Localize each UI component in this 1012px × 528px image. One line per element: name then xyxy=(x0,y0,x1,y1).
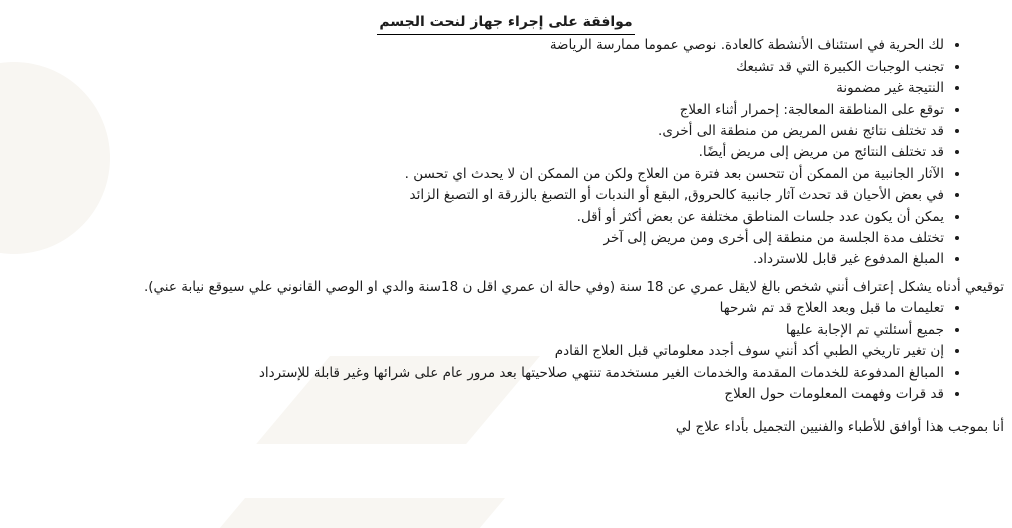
list-item: • تعليمات ما قبل وبعد العلاج قد تم شرحها xyxy=(8,298,944,319)
list-item: • توقع على المناطقة المعالجة: إحمرار أثناء العلاج xyxy=(8,100,944,121)
list-item: • يمكن أن يكون عدد جلسات المناطق مختلفة عن بعض أكثر أو أقل. xyxy=(8,207,944,228)
list-item: • المبلغ المدفوع غير قابل للاسترداد. xyxy=(8,249,944,270)
list-item: • تختلف مدة الجلسة من منطقة إلى أخرى ومن مريض إلى آخر xyxy=(8,228,944,249)
list-item: • لك الحرية في استئناف الأنشطة كالعادة. نوصي عموما ممارسة الرياضة xyxy=(8,35,944,56)
list-item: • النتيجة غير مضمونة xyxy=(8,78,944,99)
list-item: • قد تختلف النتائج من مريض إلى مريض أيضًا. xyxy=(8,142,944,163)
list-item: • تجنب الوجبات الكبيرة التي قد تشبعك xyxy=(8,57,944,78)
watermark-bottom-band xyxy=(220,498,505,528)
title-row xyxy=(8,12,1004,35)
list-item: • إن تغير تاريخي الطبي أكد أنني سوف أجدد معلوماتي قبل العلاج القادم xyxy=(8,341,944,362)
list-item: • قد تختلف نتائج نفس المريض من منطقة الى أخرى. xyxy=(8,121,944,142)
treatment-notes-list xyxy=(8,35,1004,270)
list-item: • المبالغ المدفوعة للخدمات المقدمة والخدمات الغير مستخدمة تنتهي صلاحيتها بعد مرور عام على شرائها وغير قابلة للإسترداد xyxy=(8,363,944,384)
acknowledgement-list xyxy=(8,298,1004,405)
list-item: • الآثار الجانبية من الممكن أن تتحسن بعد فترة من العلاج ولكن من الممكن ان لا يحدث اي تحسن . xyxy=(8,164,944,185)
signature-acknowledgement-paragraph: توقيعي أدناه يشكل إعتراف أنني شخص بالغ لايقل عمري عن 18 سنة (وفي حالة ان عمري اقل ن 18سنة والدي او الوصي القانوني علي سيوقع نيابة عني). xyxy=(143,278,1004,295)
consent-closing-line: أنا بموجب هذا أوافق للأطباء والفنيين التجميل بأداء علاج لي xyxy=(675,419,1004,436)
page-title: موافقة على إجراء جهاز لنحت الجسم xyxy=(377,12,634,35)
list-item: • قد قرات وفهمت المعلومات حول العلاج xyxy=(8,384,944,405)
list-item: • جميع أسئلتي تم الإجابة عليها xyxy=(8,320,944,341)
list-item: • في بعض الأحيان قد تحدث آثار جانبية كالحروق, البقع أو الندبات أو التصبغ بالزرقة او التصبغ الزائد xyxy=(8,185,944,206)
